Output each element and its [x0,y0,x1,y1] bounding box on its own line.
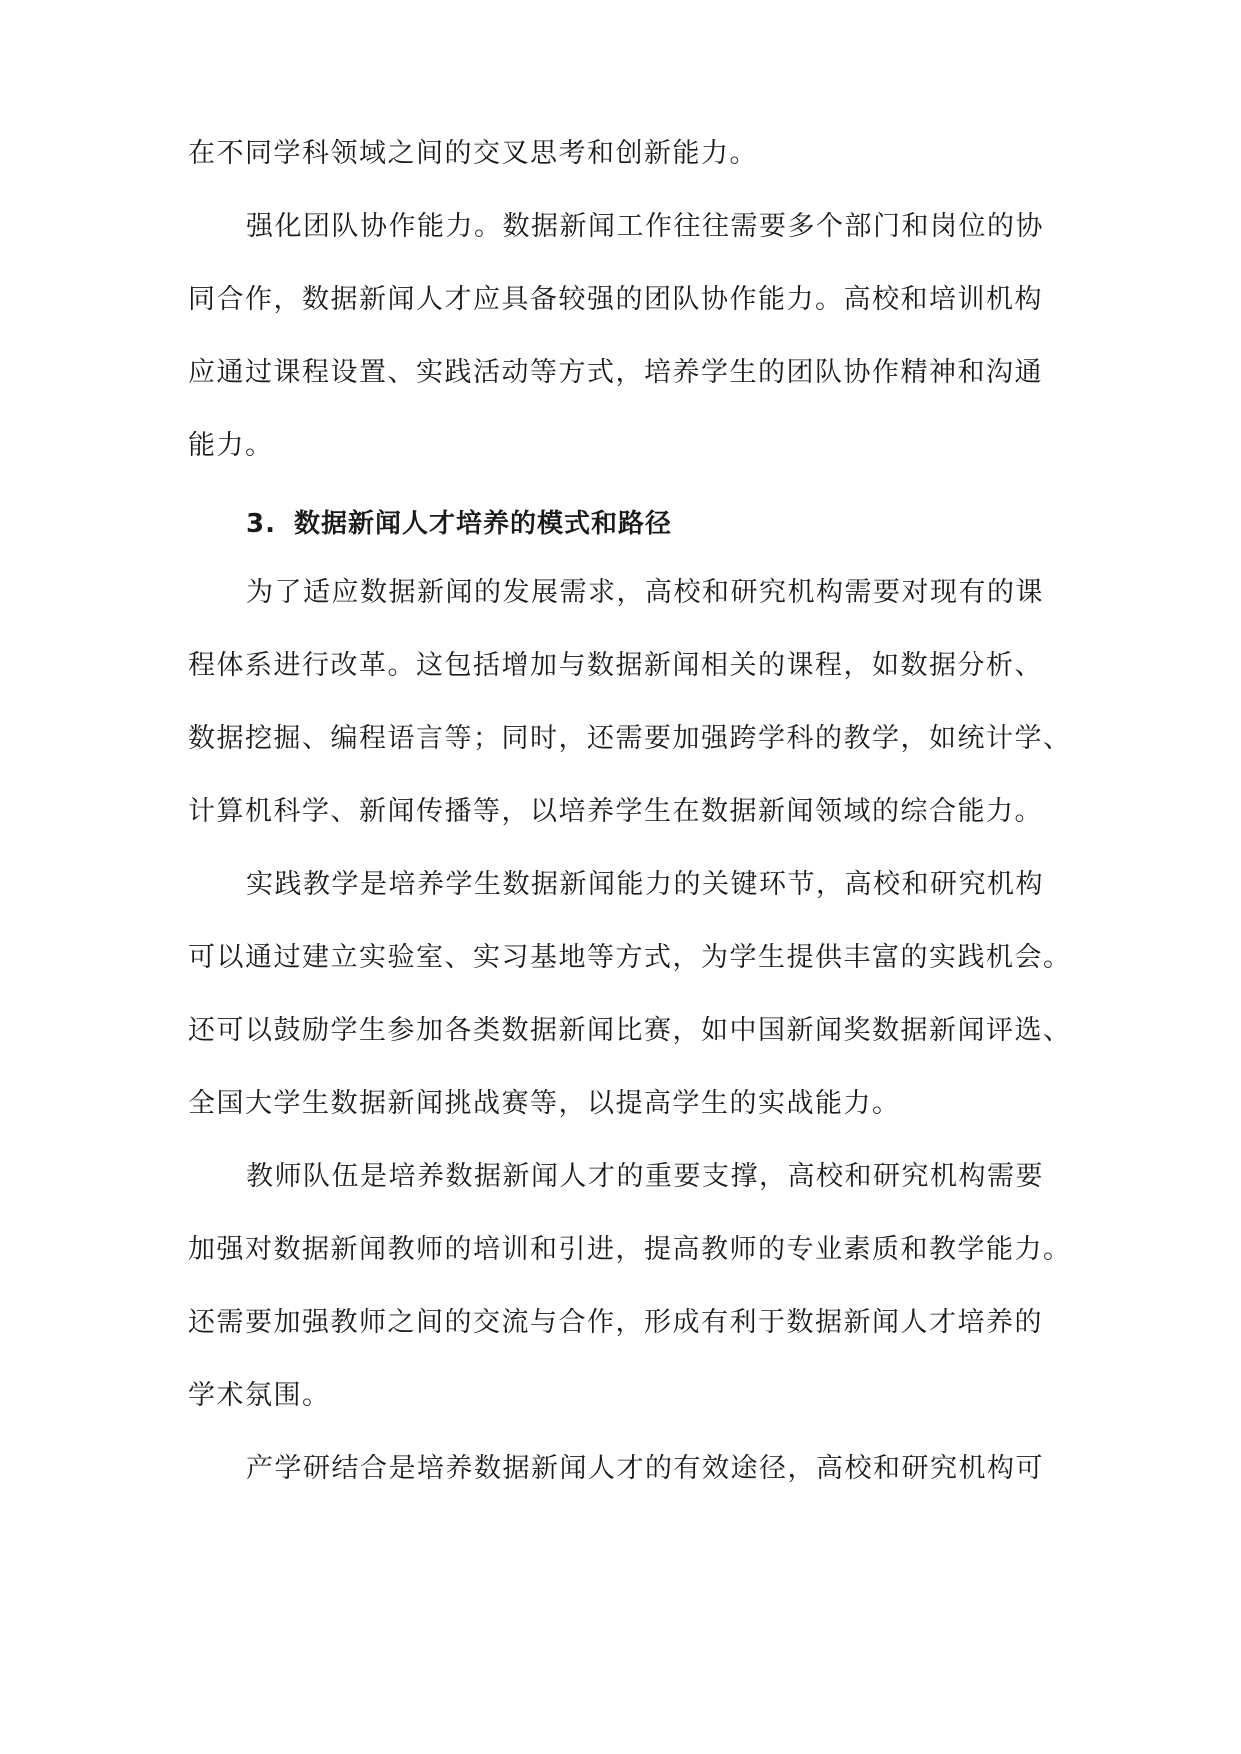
section-number: 3. [246,509,276,539]
body-text-line: 产学研结合是培养数据新闻人才的有效途径，高校和研究机构可 [246,1453,1044,1484]
body-text-line: 还可以鼓励学生参加各类数据新闻比赛，如中国新闻奖数据新闻评选、 [188,1015,1072,1046]
section-title: 数据新闻人才培养的模式和路径 [293,509,672,539]
body-text-line: 应通过课程设置、实践活动等方式，培养学生的团队协作精神和沟通 [188,357,1043,388]
body-text-line: 在不同学科领域之间的交叉思考和创新能力。 [188,138,758,169]
body-text-line: 还需要加强教师之间的交流与合作，形成有利于数据新闻人才培养的 [188,1307,1043,1338]
body-text-line: 实践教学是培养学生数据新闻能力的关键环节，高校和研究机构 [246,869,1044,900]
body-text-line: 计算机科学、新闻传播等，以培养学生在数据新闻领域的综合能力。 [188,796,1043,827]
body-text-line: 为了适应数据新闻的发展需求，高校和研究机构需要对现有的课 [246,577,1044,608]
body-text-line: 全国大学生数据新闻挑战赛等，以提高学生的实战能力。 [188,1088,901,1119]
body-text-line: 程体系进行改革。这包括增加与数据新闻相关的课程，如数据分析、 [188,650,1043,681]
body-text-line: 加强对数据新闻教师的培训和引进，提高教师的专业素质和教学能力。 [188,1234,1072,1265]
body-text-line: 可以通过建立实验室、实习基地等方式，为学生提供丰富的实践机会。 [188,942,1072,973]
body-text-line: 数据挖掘、编程语言等；同时，还需要加强跨学科的教学，如统计学、 [188,723,1072,754]
section-heading [246,506,672,542]
body-text-line: 同合作，数据新闻人才应具备较强的团队协作能力。高校和培训机构 [188,284,1043,315]
body-text-line: 学术氛围。 [188,1380,331,1411]
body-text-line: 强化团队协作能力。数据新闻工作往往需要多个部门和岗位的协 [246,211,1044,242]
body-text-line: 能力。 [188,430,274,461]
body-text-line: 教师队伍是培养数据新闻人才的重要支撑，高校和研究机构需要 [246,1161,1044,1192]
